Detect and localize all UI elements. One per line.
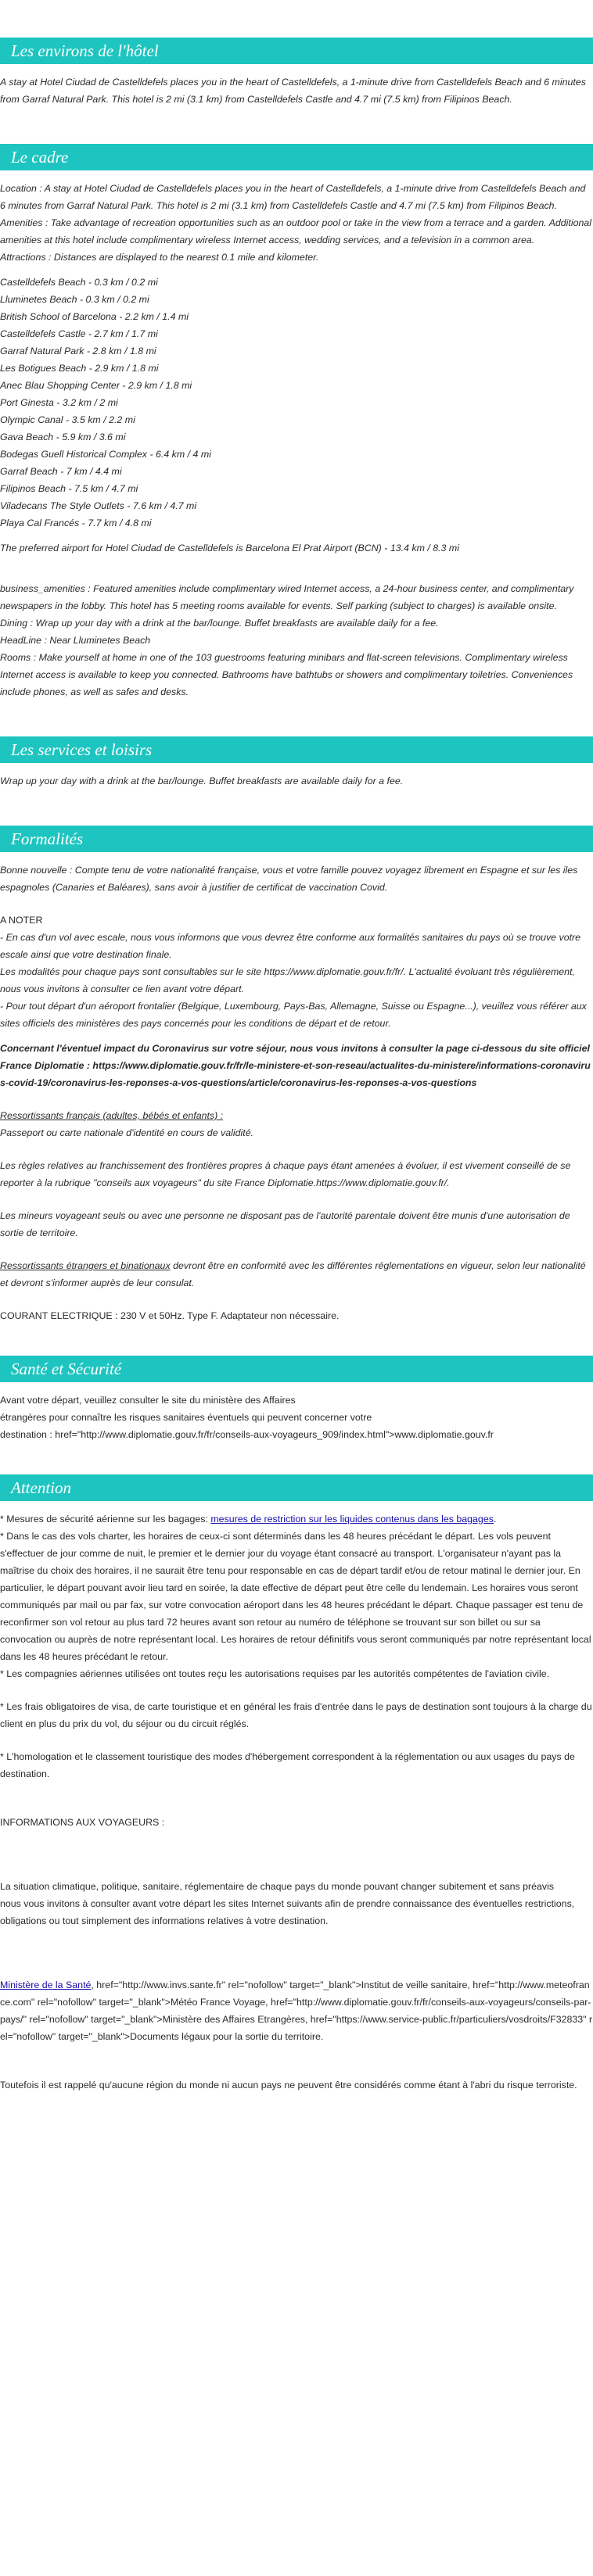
compagnies-text: * Les compagnies aériennes utilisées ont toutes reçu les autorisations requises par les autorités compétentes de l'aviation civile. bbox=[0, 1668, 550, 1679]
vols-charter-text: * Dans le cas des vols charter, les horaires de ceux-ci sont déterminés dans les 48 heures précédant le départ. Les vols peuvent s'effectuer de jour comme de nuit, le premier et le dernier jour du voyage étant consacré au transport. L'organisateur n'ayant pas la maîtrise du choix des horaires, il ne saurait être tenu pour responsable en cas de départ tardif et/ou de retour matinal le dernier jour. En particulier, le départ pouvant avoir lieu tard en soirée, la date effective de départ peut être celle du lendemain. Les horaires vous seront communiqués par mail ou par fax, sur votre convocation aéroport dans les 48 heures précédant le départ. Chaque passager est tenu de reconfirmer son vol retour au plus tard 72 heures avant son retour au numéro de téléphone se trouvant sur son billet ou sur sa convocation ou auprès de notre représentant local. Les horaires de retour définitifs vous seront communiqués par notre représentant local dans les 48 heures précédant le retour. bbox=[0, 1531, 591, 1662]
noter-title: A NOTER bbox=[0, 915, 43, 926]
cadre-amenities: Amenities : Take advantage of recreation opportunities such as an outdoor pool or take in the view from a terrace and a garden. Additional amenities at this hotel include complimentary wireless Internet access, wedding services, and a television in a common area. bbox=[0, 217, 592, 245]
list-item: Viladecans The Style Outlets - 7.6 km / 4.7 mi bbox=[0, 500, 197, 511]
ressortissants-fr-text: Passeport ou carte nationale d'identité en cours de validité. bbox=[0, 1127, 254, 1138]
etrangers-text: devront être en conformité avec les différentes réglementations en vigueur, selon leur nationalité et devront s'informer auprès de leur consulat. bbox=[0, 1260, 586, 1288]
sante-line-1: Avant votre départ, veuillez consulter le site du ministère des Affaires bbox=[0, 1395, 296, 1406]
section-title-sante: Santé et Sécurité bbox=[0, 1356, 593, 1382]
list-item: Garraf Natural Park - 2.8 km / 1.8 mi bbox=[0, 346, 156, 356]
ministere-paragraph bbox=[0, 1976, 593, 2045]
mesures-suffix: . bbox=[493, 1514, 497, 1524]
list-item: Playa Cal Francés - 7.7 km / 4.8 mi bbox=[0, 518, 152, 528]
sante-line-3: destination : href="http://www.diplomatie.gouv.fr/fr/conseils-aux-voyageurs_909/index.html">www.diplomatie.gouv.fr bbox=[0, 1429, 494, 1440]
info-voyageurs-title: INFORMATIONS AUX VOYAGEURS : bbox=[0, 1817, 165, 1828]
list-item: Bodegas Guell Historical Complex - 6.4 km / 4 mi bbox=[0, 449, 211, 460]
list-item: Castelldefels Beach - 0.3 km / 0.2 mi bbox=[0, 277, 158, 288]
section-formalites bbox=[0, 826, 593, 1324]
list-item: Lluminetes Beach - 0.3 km / 0.2 mi bbox=[0, 294, 149, 305]
cadre-rooms: Rooms : Make yourself at home in one of the 103 guestrooms featuring minibars and flat-screen televisions. Complimentary wireless Internet access is available to keep you connected. Bathrooms have bathtubs or showers and complimentary toiletries. Conveniences include phones, as well as safes and desks. bbox=[0, 652, 573, 697]
mesures-link[interactable]: mesures de restriction sur les liquides contenus dans les bagages bbox=[210, 1514, 494, 1524]
etrangers-paragraph bbox=[0, 1257, 593, 1292]
list-item: Les Botigues Beach - 2.9 km / 1.8 mi bbox=[0, 363, 159, 374]
section-cadre bbox=[0, 144, 593, 700]
list-item: Filipinos Beach - 7.5 km / 4.7 mi bbox=[0, 483, 138, 494]
cadre-headline: HeadLine : Near Lluminetes Beach bbox=[0, 635, 151, 646]
list-item: Port Ginesta - 3.2 km / 2 mi bbox=[0, 397, 118, 408]
section-sante bbox=[0, 1356, 593, 1443]
ministere-rest: , href="http://www.invs.sante.fr" rel="nofollow" target="_blank">Institut de veille sanitaire, href="http://www.meteofrance.com" rel="nofollow" target="_blank">Météo France Voyage, href="http://www.diplomatie.gouv.fr/fr/conseils-aux-voyageurs/conseils-par-pays/" rel="nofollow" target="_blank">Ministère des Affaires Etrangères, href="https://www.service-public.fr/particuliers/vosdroits/F32833" rel="nofollow" target="_blank">Documents légaux pour la sortie du territoire. bbox=[0, 1979, 593, 2042]
mineurs-text: Les mineurs voyageant seuls ou avec une personne ne disposant pas de l'autorité parentale doivent être munis d'une autorisation de sortie de territoire. bbox=[0, 1210, 570, 1238]
section-title-cadre: Le cadre bbox=[0, 144, 593, 170]
cadre-attractions: Attractions : Distances are displayed to the nearest 0.1 mile and kilometer. bbox=[0, 252, 319, 263]
list-item: British School of Barcelona - 2.2 km / 1.4 mi bbox=[0, 311, 189, 322]
sante-line-2: étrangères pour connaître les risques sanitaires éventuels qui peuvent concerner votre bbox=[0, 1412, 372, 1423]
mesures-prefix: * Mesures de sécurité aérienne sur les bagages: bbox=[0, 1514, 211, 1524]
homologation-text: * L'homologation et le classement touristique des modes d'hébergement correspondent à la réglementation ou aux usages du pays de destination. bbox=[0, 1751, 575, 1779]
situation-1: La situation climatique, politique, sanitaire, réglementaire de chaque pays du monde pouvant changer subitement et sans préavis bbox=[0, 1881, 555, 1892]
formalites-nouveaute: Bonne nouvelle : Compte tenu de votre nationalité française, vous et votre famille pouvez voyagez librement en Espagne et sur les iles espagnoles (Canaries et Baléares), sans avoir à justifier de certificat de vaccination Covid. bbox=[0, 865, 578, 893]
cadre-dining: Dining : Wrap up your day with a drink at the bar/lounge. Buffet breakfasts are available daily for a fee. bbox=[0, 618, 439, 629]
covid-notice: Concernant l'éventuel impact du Coronavirus sur votre séjour, nous vous invitons à consulter la page ci-dessous du site officiel France Diplomatie : https://www.diplomatie.gouv.fr/fr/le-ministere-et-son-reseau/actualites-du-ministere/informations-coronavirus-covid-19/coronavirus-les-reponses-a-vos-questions/article/coronavirus-les-reponses-a-vos-questions bbox=[0, 1043, 591, 1088]
etrangers-title: Ressortissants étrangers et binationaux bbox=[0, 1260, 171, 1271]
cadre-business: business_amenities : Featured amenities include complimentary wired Internet access, a 24-hour business center, and complimentary newspapers in the lobby. This hotel has 5 meeting rooms available for events. Self parking (subject to charges) is available onsite. bbox=[0, 583, 574, 611]
mesures-paragraph bbox=[0, 1510, 593, 1528]
courant-text: COURANT ELECTRIQUE : 230 V et 50Hz. Type F. Adaptateur non nécessaire. bbox=[0, 1310, 340, 1321]
ministere-sante-link[interactable]: Ministère de la Santé bbox=[0, 1979, 92, 1990]
section-environs bbox=[0, 0, 593, 108]
regles-frontieres: Les règles relatives au franchissement des frontières propres à chaque pays étant amenées à évoluer, il est vivement conseillé de se reporter à la rubrique "conseils aux voyageurs" du site France Diplomatie.https://www.diplomatie.gouv.fr/. bbox=[0, 1160, 571, 1188]
situation-2: nous vous invitons à consulter avant votre départ les sites Internet suivants afin de prendre connaissance des éventuelles restrictions, obligations ou tout simplement des informations relatives à votre destination. bbox=[0, 1898, 575, 1926]
ressortissants-fr-title: Ressortissants français (adultes, bébés et enfants) : bbox=[0, 1110, 224, 1121]
services-text: Wrap up your day with a drink at the bar/lounge. Buffet breakfasts are available daily for a fee. bbox=[0, 776, 404, 786]
toutefois-text: Toutefois il est rappelé qu'aucune région du monde ni aucun pays ne peuvent être considérés comme étant à l'abri du risque terroriste. bbox=[0, 2080, 577, 2091]
section-title-attention: Attention bbox=[0, 1474, 593, 1501]
section-attention bbox=[0, 1474, 593, 2094]
section-title-services: Les services et loisirs bbox=[0, 736, 593, 763]
list-item: Anec Blau Shopping Center - 2.9 km / 1.8 mi bbox=[0, 380, 192, 391]
list-item: Castelldefels Castle - 2.7 km / 1.7 mi bbox=[0, 328, 158, 339]
environs-text: A stay at Hotel Ciudad de Castelldefels places you in the heart of Castelldefels, a 1-minute drive from Castelldefels Beach and 6 minutes from Garraf Natural Park. This hotel is 2 mi (3.1 km) from Castelldefels Castle and 4.7 mi (7.5 km) from Filipinos Beach. bbox=[0, 77, 586, 105]
list-item: Garraf Beach - 7 km / 4.4 mi bbox=[0, 466, 122, 477]
places-list bbox=[0, 274, 593, 532]
section-title-formalites: Formalités bbox=[0, 826, 593, 852]
noter-1: - En cas d'un vol avec escale, nous vous informons que vous devrez être conforme aux formalités sanitaires du pays où se trouve votre escale ainsi que votre destination finale. bbox=[0, 932, 581, 960]
cadre-location: Location : A stay at Hotel Ciudad de Castelldefels places you in the heart of Castelldefels, a 1-minute drive from Castelldefels Beach and 6 minutes from Garraf Natural Park. This hotel is 2 mi (3.1 km) from Castelldefels Castle and 4.7 mi (7.5 km) from Filipinos Beach. bbox=[0, 183, 586, 211]
frais-text: * Les frais obligatoires de visa, de carte touristique et en général les frais d'entrée dans le pays de destination sont toujours à la charge du client en plus du prix du vol, du séjour ou du circuit réglés. bbox=[0, 1701, 592, 1729]
noter-3: - Pour tout départ d'un aéroport frontalier (Belgique, Luxembourg, Pays-Bas, Allemagne, Suisse ou Espagne...), veuillez vous référer aux sites officiels des ministères des pays concernés pour les conditions de départ et de retour. bbox=[0, 1001, 587, 1029]
list-item: Olympic Canal - 3.5 km / 2.2 mi bbox=[0, 414, 135, 425]
section-services bbox=[0, 736, 593, 790]
noter-2: Les modalités pour chaque pays sont consultables sur le site https://www.diplomatie.gouv.fr/fr/. L'actualité évoluant très régulièrement, nous vous invitons à consulter ce lien avant votre départ. bbox=[0, 966, 575, 994]
section-title-environs: Les environs de l'hôtel bbox=[0, 38, 593, 64]
list-item: Gava Beach - 5.9 km / 3.6 mi bbox=[0, 432, 126, 442]
cadre-airport: The preferred airport for Hotel Ciudad de Castelldefels is Barcelona El Prat Airport (BCN) - 13.4 km / 8.3 mi bbox=[0, 543, 459, 554]
